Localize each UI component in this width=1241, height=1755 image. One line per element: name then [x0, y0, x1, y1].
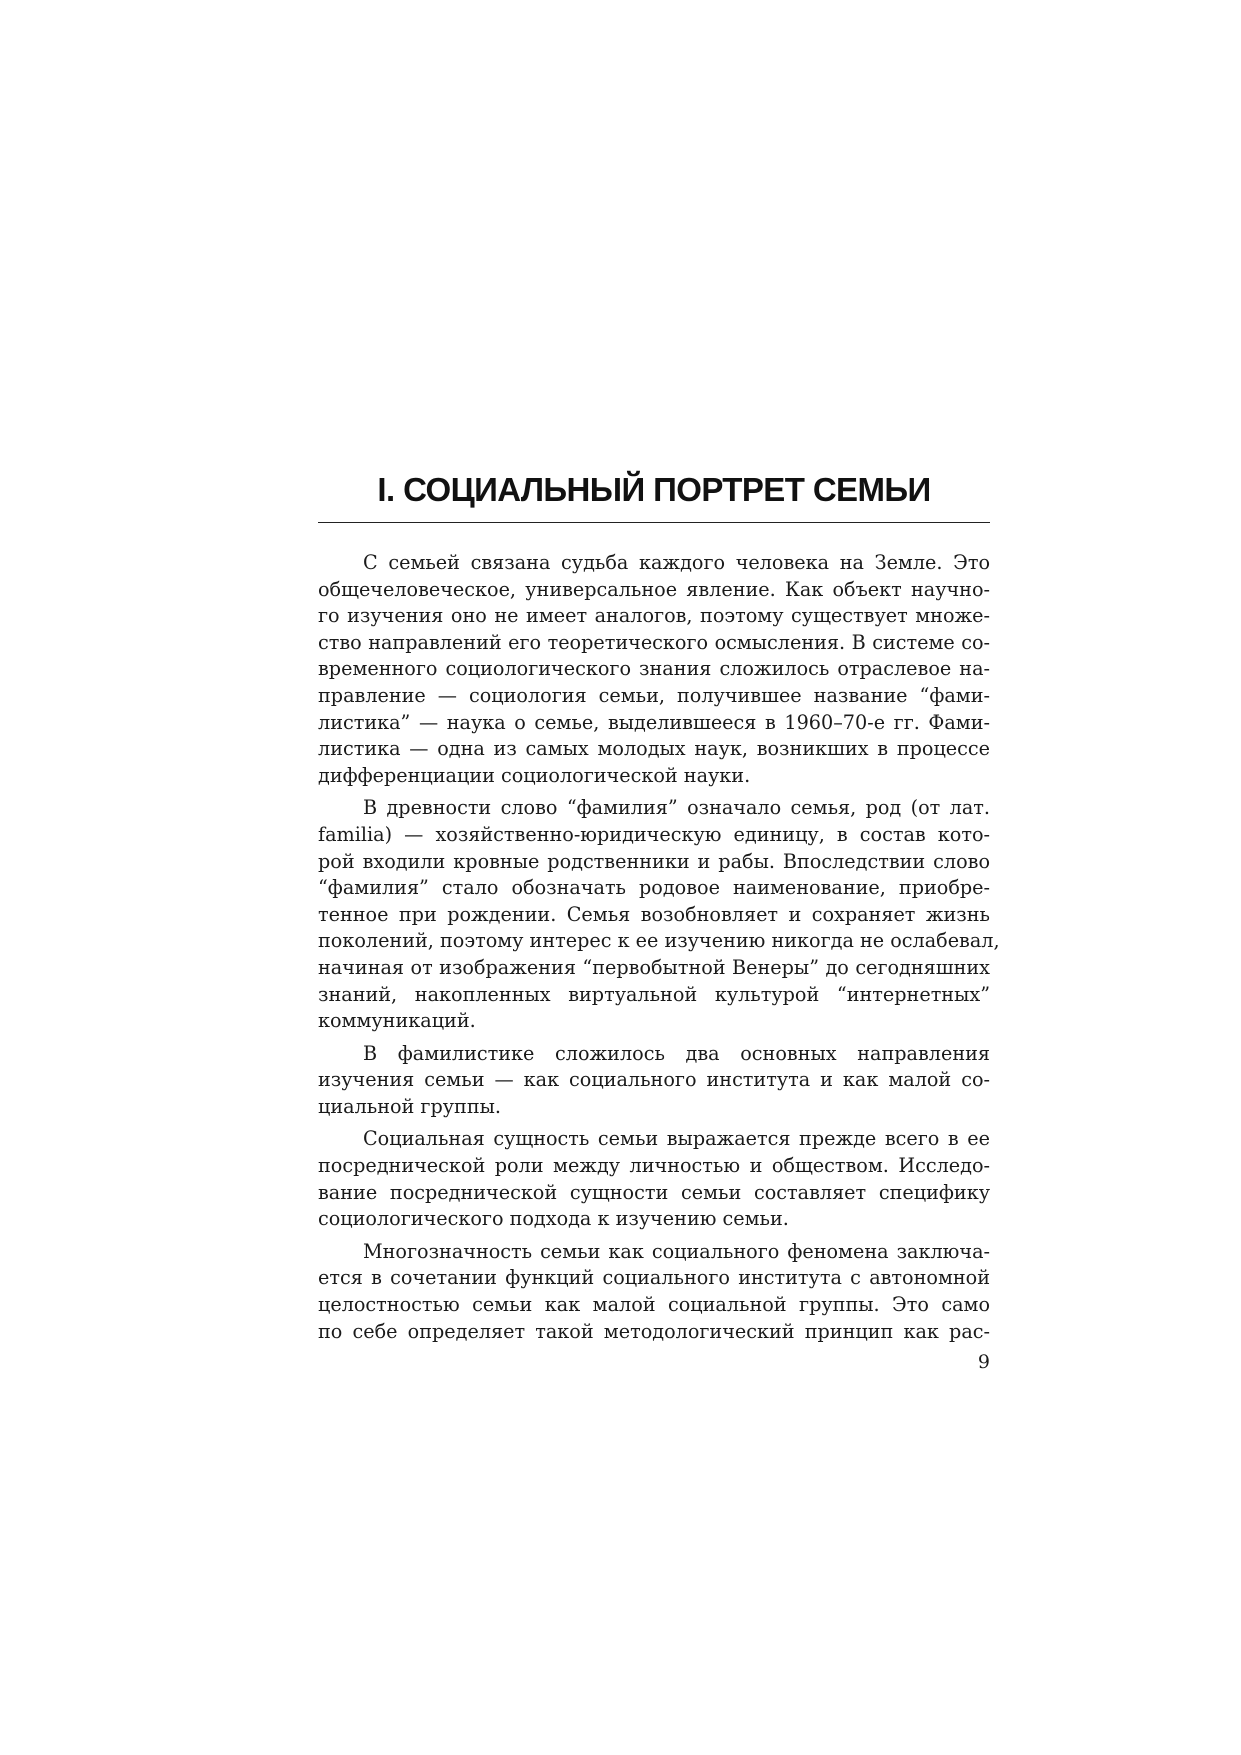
text-line: familia) — хозяйственно-юридическую единицу, в состав кото-: [318, 822, 990, 846]
text-line: С семьей связана судьба каждого человека на Земле. Это: [363, 551, 990, 574]
text-line: ство направлений его теоретического осмысления. В системе со-: [318, 630, 990, 654]
text-line: циальной группы.: [318, 1094, 502, 1118]
text-line: посреднической роли между личностью и обществом. Исследо-: [318, 1154, 990, 1178]
text-line: изучения семьи — как социального института и как малой со-: [318, 1068, 990, 1092]
text-line: листика — одна из самых молодых наук, возникших в процессе: [318, 737, 990, 761]
text-line: тенное при рождении. Семья возобновляет и сохраняет жизнь: [318, 902, 990, 926]
text-line: листика” — наука о семье, выделившееся в 1960–70-е гг. Фами-: [318, 710, 990, 734]
text-line: Многозначность семьи как социального феномена заключа-: [363, 1239, 990, 1263]
text-line: коммуникаций.: [318, 1009, 476, 1033]
text-line: общечеловеческое, универсальное явление. Как объект научно-: [318, 577, 990, 601]
paragraph: [318, 1126, 990, 1232]
paragraph: [318, 1041, 990, 1121]
text-line: социологического подхода к изучению семьи.: [318, 1207, 789, 1231]
text-line: рой входили кровные родственники и рабы. Впоследствии слово: [318, 849, 990, 873]
text-line: целостностью семьи как малой социальной группы. Это само: [318, 1293, 990, 1317]
text-line: В фамилистике сложилось два основных направления: [363, 1041, 990, 1065]
body-text: [318, 550, 1000, 1351]
text-line: поколений, поэтому интерес к ее изучению никогда не ослабевал,: [318, 929, 1000, 953]
text-line: Социальная сущность семьи выражается прежде всего в ее: [363, 1127, 990, 1151]
text-line: ется в сочетании функций социального института с автономной: [318, 1266, 990, 1290]
text-line: начиная от изображения “первобытной Венеры” до сегодняшних: [318, 955, 990, 979]
paragraph: [318, 795, 1000, 1034]
text-line: временного социологического знания сложилось отраслевое на-: [318, 657, 990, 681]
text-line: дифференциации социологической науки.: [318, 763, 751, 787]
text-line: В древности слово “фамилия” означало семья, род (от лат.: [363, 796, 990, 820]
chapter-title: I. СОЦИАЛЬНЫЙ ПОРТРЕТ СЕМЬИ: [377, 471, 931, 508]
text-line: “фамилия” стало обозначать родовое наименование, приобре-: [318, 876, 990, 900]
paragraph: [318, 1239, 990, 1345]
text-line: знаний, накопленных виртуальной культурой “интернетных”: [318, 982, 990, 1006]
page-number: 9: [977, 1351, 990, 1373]
text-line: по себе определяет такой методологический принцип как рас-: [318, 1319, 990, 1343]
title-underline: [318, 522, 990, 523]
text-line: го изучения оно не имеет аналогов, поэтому существует множе-: [318, 604, 990, 628]
text-line: вание посреднической сущности семьи составляет специфику: [318, 1180, 990, 1204]
paragraph: [318, 550, 990, 789]
text-line: правление — социология семьи, получившее название “фами-: [318, 683, 990, 707]
